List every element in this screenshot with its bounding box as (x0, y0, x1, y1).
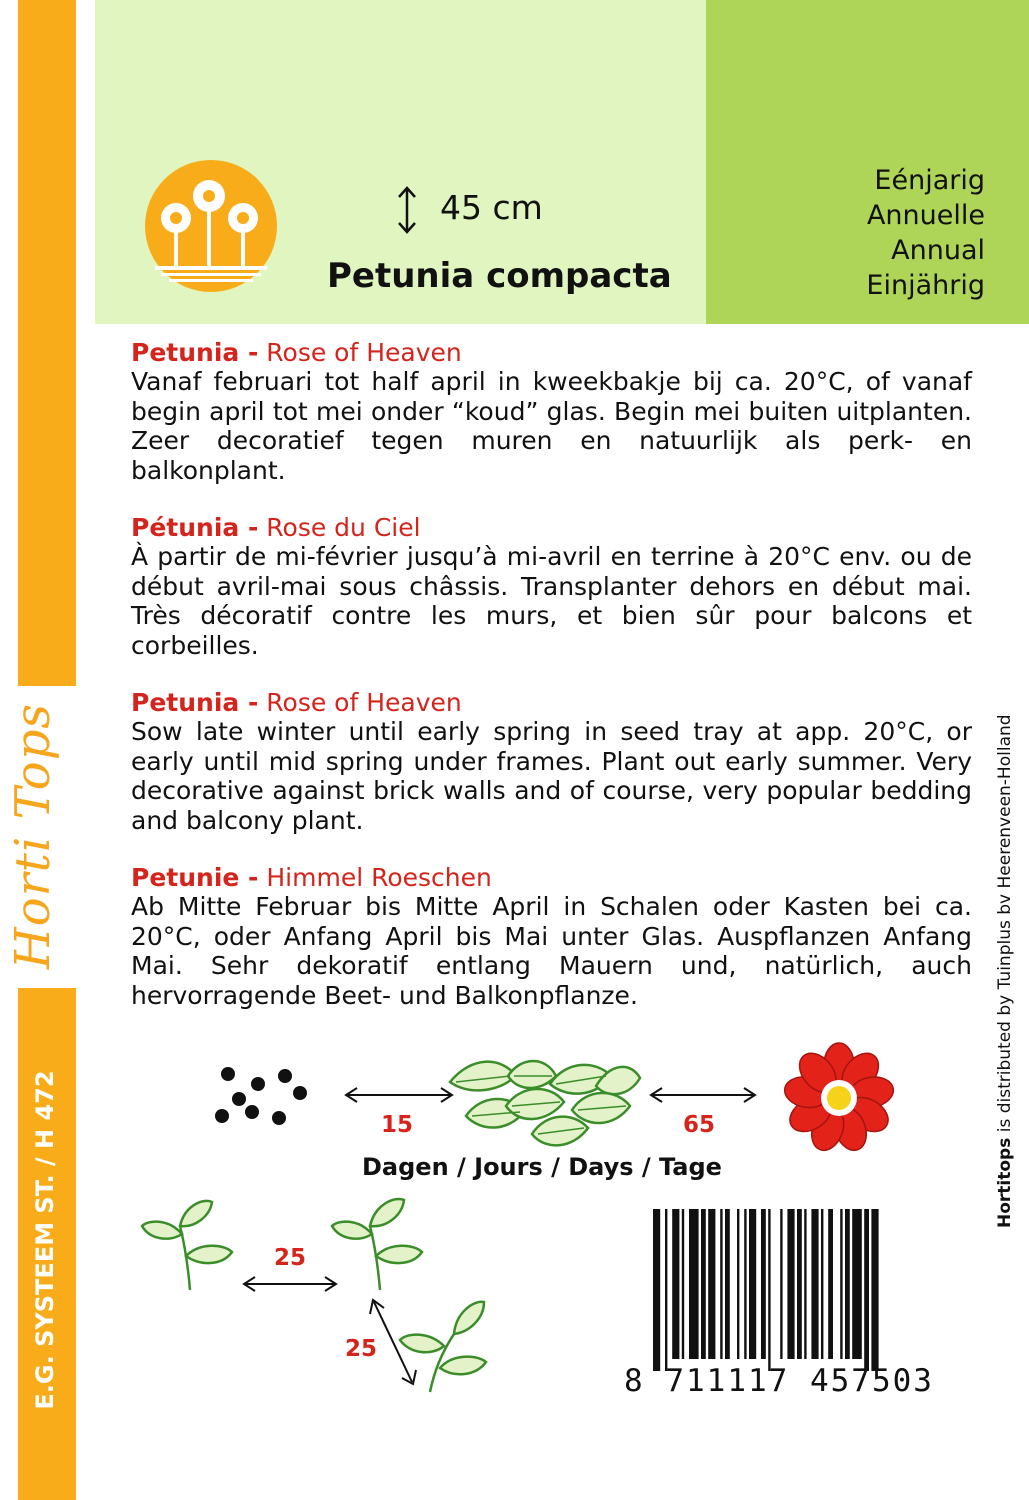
plant-icon (330, 1192, 430, 1292)
section-dutch (131, 338, 972, 485)
barcode-bar (653, 1209, 660, 1371)
barcode-bar (744, 1209, 746, 1359)
barcode-bar (720, 1209, 722, 1359)
barcode-bar (852, 1209, 862, 1359)
title-variety: Himmel Roeschen (258, 863, 492, 892)
germination-days: 15 (381, 1112, 414, 1138)
annual-label-de: Einjährig (866, 270, 985, 301)
plant-spacing-value: 25 (345, 1336, 378, 1362)
barcode-bar (840, 1209, 842, 1359)
section-body: Vanaf februari tot half april in kweekbakje bij ca. 20°C, of vanaf begin april tot mei onder “koud” glas. Begin mei buiten uitplanten. Zeer decoratief tegen muren en natuurlijk als perk- en balkonplant. (131, 367, 972, 485)
barcode-bar (701, 1209, 706, 1359)
barcode-bar (821, 1209, 823, 1359)
title-name: Petunia - (131, 338, 259, 367)
title-variety: Rose of Heaven (258, 338, 462, 367)
barcode-bar (708, 1209, 715, 1359)
barcode-bar (665, 1209, 667, 1371)
section-english (131, 688, 972, 835)
annual-labels (866, 163, 985, 303)
system-code: E.G. SYSTEEM ST. / H 472 (31, 1070, 59, 1410)
section-title (131, 863, 972, 892)
brand-logo-text: Horti Tops (5, 702, 61, 970)
barcode-bar (804, 1209, 806, 1359)
section-body: À partir de mi-février jusqu’à mi-avril en terrine à 20°C env. ou de début avril-mai sous châssis. Transplanter dehors en début mai. Très décoratif contre les murs, et bien sûr pour balcons et corbeilles. (131, 542, 972, 660)
barcode-bar (864, 1209, 869, 1371)
double-arrow-icon (343, 1085, 455, 1105)
seeds-icon (212, 1064, 312, 1130)
section-body: Sow late winter until early spring in seed tray at app. 20°C, or early until mid spring under frames. Plant out early summer. Very decorative against brick walls and of course, very popular bedding and balcony plant. (131, 717, 972, 835)
barcode-bar (845, 1209, 850, 1359)
plant-height: 45 cm (440, 188, 543, 227)
section-title (131, 688, 972, 717)
days-label: Dagen / Jours / Days / Tage (362, 1153, 722, 1181)
section-french (131, 513, 972, 660)
title-name: Pétunia - (131, 513, 259, 542)
flowering-days: 65 (683, 1112, 716, 1138)
distributor-brand: Hortitops (995, 1137, 1015, 1228)
barcode-number: 8 711117 457503 (624, 1363, 934, 1399)
barcode-bar (797, 1209, 802, 1359)
title-variety: Rose du Ciel (258, 513, 421, 542)
title-name: Petunia - (131, 688, 259, 717)
barcode-bar (787, 1209, 794, 1359)
annual-label-en: Annual (891, 235, 985, 266)
row-spacing-arrow-icon (241, 1274, 339, 1294)
barcode-bar (828, 1209, 833, 1359)
barcode-bar (672, 1209, 679, 1359)
section-german (131, 863, 972, 1010)
annual-label-nl: Eénjarig (874, 165, 985, 196)
height-arrow-icon (393, 185, 421, 235)
barcode (651, 1209, 933, 1371)
title-variety: Rose of Heaven (258, 688, 462, 717)
barcode-bar (682, 1209, 684, 1359)
distributor-text: is distributed by Tuinplus bv Heerenveen-Holland (995, 714, 1015, 1138)
barcode-bar (780, 1209, 782, 1359)
row-spacing-value: 25 (274, 1245, 307, 1271)
section-title (131, 513, 972, 542)
seedlings-icon (446, 1054, 642, 1154)
sun-location-icon (143, 158, 279, 294)
section-body: Ab Mitte Februar bis Mitte April in Schalen oder Kasten bei ca. 20°C, oder Anfang April bis Mai unter Glas. Auspflanzen Anfang Mai. Sehr dekoratif entlang Mauern und, natürlich, auch hervorragende Beet- und Balkonpflanze. (131, 892, 972, 1010)
barcode-bar (737, 1209, 739, 1359)
barcode-bar (725, 1209, 730, 1359)
title-name: Petunie - (131, 863, 259, 892)
barcode-bar (811, 1209, 818, 1359)
barcode-bar (761, 1209, 766, 1359)
plant-icon (140, 1196, 240, 1292)
distributor-note (987, 714, 1023, 1228)
double-arrow-icon (648, 1085, 758, 1105)
barcode-bar (749, 1209, 756, 1359)
brand-strip-top (18, 0, 76, 686)
section-title (131, 338, 972, 367)
barcode-bar (689, 1209, 699, 1359)
annual-label-fr: Annuelle (866, 200, 985, 231)
species-name: Petunia compacta (327, 256, 672, 296)
barcode-bar (768, 1209, 770, 1371)
flower-icon (774, 1042, 904, 1154)
barcode-bar (871, 1209, 878, 1371)
